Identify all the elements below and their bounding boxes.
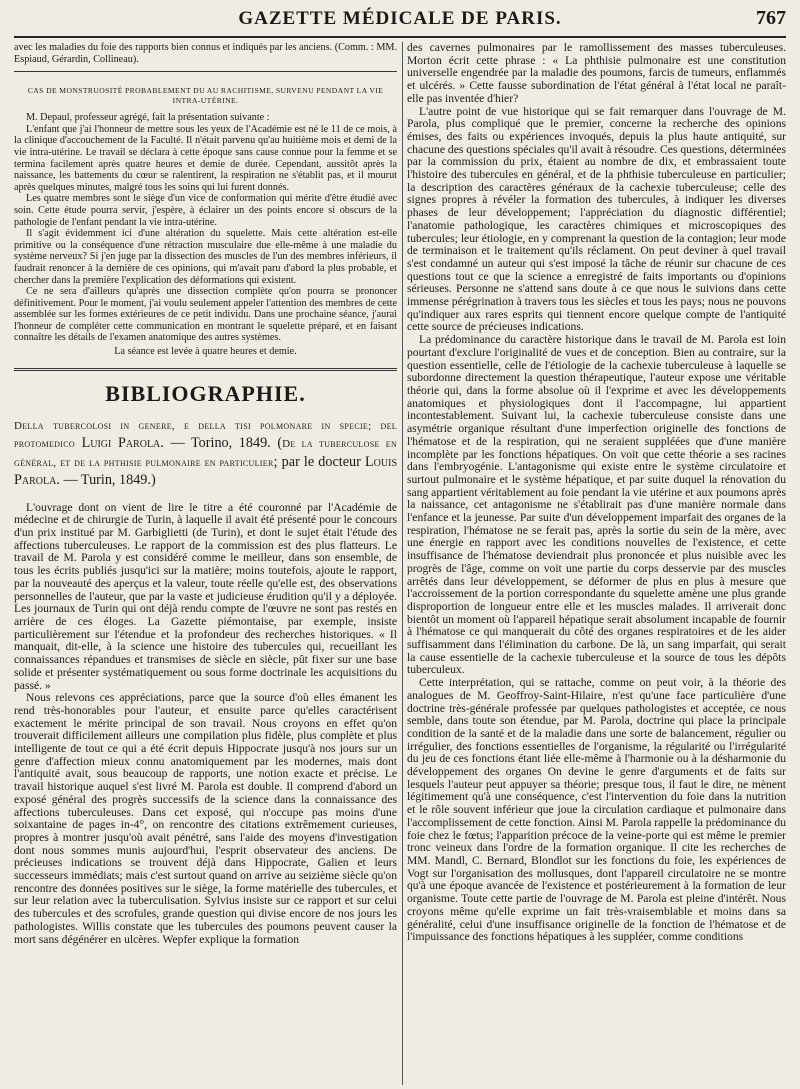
reference-author-italian: Luigi Parola [81, 435, 161, 452]
right-column [407, 42, 786, 1085]
session-closing: La séance est levée à quatre heures et demie. [114, 346, 297, 358]
academy-proceedings [14, 42, 397, 358]
bibliography-heading: BIBLIOGRAPHIE. [105, 380, 306, 406]
review-paragraph: Nous relevons ces appréciations, parce que la source d'où elles émanent les rend très-honorables pour l'auteur, et ensuite parce qu'elles caractérisent exactement le mérite principal de son travail. Nous croyons en effet qu'on trouverait difficilement ailleurs une compilation plus fidèle, plus complète et plus intelligente de tout ce qui a été écrit depuis Hippocrate jusqu'à nos jours sur un genre d'affection mieux connu anatomiquement par les modernes, mais dont l'antiquité avait, sous beaucoup de rapports, une notion exacte et précise. Le travail historique auquel s'est livré M. Parola est double. Il comprend d'abord un exposé général des progrès successifs de la science dans la connaissance des affections tuberculeuses. Dans cet exposé, qui n'occupe pas moins d'une soixantaine de pages in-4°, on rencontre des citations extrêmement curieuses, propres à montrer jusqu'où avait pénétré, sans l'aide des moyens d'investigation dont nous sommes munis aujourd'hui, l'esprit observateur des anciens. De précieuses indications se trouvent déjà dans Hippocrate, Galien et leurs successeurs immédiats; mais c'est surtout quand on arrive au seizième siècle qu'on rencontre des données positives sur le siège, la forme matérielle des tubercules, et sur leur relation avec la tuberculisation. Sylvius insiste sur ce rapport et sur celui des tubercules et des scrofules, grande question qui divise encore de nos jours les pathologistes. Willis constate que les tubercules des poumons peuvent causer la mort sans dégénérer en ulcères. Wepfer explique la formation [14, 691, 397, 946]
intro-text: avec les maladies du foie des rapports bien connus et indiqués par les anciens. (Comm. : MM. Espiaud, Gérardin, Collineau). [14, 42, 397, 65]
section-rule [14, 71, 397, 72]
reference-by: ; par le docteur [273, 453, 361, 470]
paragraph: L'enfant que j'ai l'honneur de mettre sous les yeux de l'Académie est né le 11 de ce mois, à la clinique d'accouchement de la Faculté. Il n'était parvenu qu'au huitième mois et demi de la vie intra-utérine. Le travail se déclara à cette époque sans cause connue pour la femme et se termina facilement après quatre heures et demie de durée. Cependant, aussitôt après la naissance, les battements du cœur se ralentirent, la respiration ne s'établit pas, et il mourut après quelques minutes, malgré tous les soins qui lui furent donnés. [14, 123, 397, 193]
reference-place-date: . — Torino, 1849. ( [160, 435, 283, 452]
reference-place-date-fr: . — Turin, 1849.) [56, 472, 156, 489]
paragraph: Les quatre membres sont le siège d'un vice de conformation qui mérite d'être étudié avec soin. Cette étude pourra servir, j'espère, à éclairer un des points encore si obscurs de la pathologie de l'enfant pendant la vie intra-utérine. [14, 193, 397, 228]
column-divider [402, 42, 403, 1085]
review-paragraph: La prédominance du caractère historique dans le travail de M. Parola est loin pourtant d'exclure l'originalité de vues et de conception. Bien au contraire, sur la question essentielle, celle de l'étiologie de la cachexie tuberculeuse à laquelle se subordonne directement la question thérapeutique, l'auteur expose une véritable théorie qui, dans la forme absolue où il l'exprime et avec les développements anatomiques et physiologiques dont il l'accompagne, lui appartient incontestablement. Suivant lui, la cachexie tuberculeuse consiste dans une asymétrie organique résultant d'une imperfection originelle des fonctions de l'hématose et de la respiration, qui ne seraient suppléées que d'une manière incomplète par les fonctions hépatiques. On voit que cette théorie a ses racines dans l'embryogénie. L'antagonisme qui existe entre le système circulatoire et surtout pulmonaire et le système hépatique, et par suite duquel la rénovation du sang appartient véritablement au foie pendant la vie utérine et aux poumons après la naissance, cet antagonisme ne s'établirait pas d'une manière normale dans l'enfance et la jeunesse. Par suite d'un développement imparfait des organes de la respiration, l'hématose ne se ferait pas, après la sortie du sein de la mère, avec une énergie en rapport avec les conditions nouvelles de l'existence, et cette insuffisance de l'hématose deviendrait plus prononcée et plus nuisible avec les progrès de l'âge, comme on voit une partie du corps desservie par des muscles arrêtés dans leur développement, se déformer de plus en plus à mesure que l'accroissement de la portion correspondante du squelette amène une plus grande disproportion de longueur entre elle et les muscles malades. Il arriverait donc bientôt un moment où l'appareil hépatique serait absolument incapable de fournir à l'hématose ce qui manquerait du côté des organes respiratoires et de les aider suffisamment dans l'élimination du carbone. De là, un sang imparfait, qui serait la cause essentielle de la cachexie tuberculeuse et la source de tous les dépôts tuberculeux. [407, 333, 786, 677]
bibliographic-reference [14, 417, 397, 490]
paragraph: Ce ne sera d'ailleurs qu'après une dissection complète qu'on pourra se prononcer définitivement. Pour le moment, j'ai voulu seulement appeler l'attention des membres de cette assemblée sur les formes extérieures de ce petit individu. Dans une prochaine séance, j'aurai l'honneur de compléter cette communication en montrant le squelette préparé, et en faisant connaître les détails de l'examen anatomique des autres systèmes. [14, 286, 397, 344]
review-paragraph: Cette interprétation, qui se rattache, comme on peut voir, à la théorie des analogues de M. Geoffroy-Saint-Hilaire, n'est qu'une face particulière d'une doctrine très-générale professée par quelques pathologistes et acceptée, ce nous semble, dans toute son étendue, par M. Parola, doctrine qui place la principale condition de la santé et de la maladie dans une sorte de balancement, régulier ou irrégulier, des fonctions essentielles de l'organisme, la régularité ou l'irrégularité du jeu de ces fonctions étant liée elle-même à l'harmonie ou à la désharmonie du développement des organes On devine le genre d'arguments et de faits sur lesquels l'auteur peut appuyer sa théorie; presque tous, il faut le dire, ne mènent légitimement qu'à une conséquence, c'est l'intervention du foie dans la nutrition et le rôle souvent inférieur que joue la circulation cardiaque et pulmonaire dans l'accomplissement de cette fonction. Ainsi M. Parola rappelle la prédominance du foie chez le fœtus; l'apparition précoce de la veine-porte qui est même le premier tronc veineux dans l'ordre de la formation organique. Il cite les recherches de MM. Mandl, C. Bernard, Blondlot sur les fonctions du foie, les expériences de Vogt sur l'organisation des mollusques, dont l'appareil circulatoire ne se montre qu'à une époque avancée de l'existence et postérieurement à la formation de leur organisme. Toute cette partie de l'ouvrage de M. Parola est pleine d'intérêt. Nous croyons même qu'elle exprime un fait très-vraisemblable et moins dans sa généralité, celui d'une insuffisance originelle de la fonction de l'hématose et de l'impuissance des fonctions hépatiques à les suppléer, comme conditions [407, 676, 786, 944]
journal-title: GAZETTE MÉDICALE DE PARIS. [238, 8, 562, 29]
review-paragraph: L'autre point de vue historique qui se fait remarquer dans l'ouvrage de M. Parola, plus compliqué que le premier, concerne la recherche des opinions émises, des faits ou expériences invoqués, depuis la plus haute antiquité, sur chacune des questions spéciales qu'il avait à résoudre. Ces questions, déterminées par la commission du prix, étaient au nombre de dix, et embrassaient toute l'histoire des tubercules en général, et de la phthisie tuberculeuse en particulier; la description des caractères généraux de la cachexie tuberculeuse; celle des signes propres à révéler la formation des tubercules, à indiquer les diverses phases de leur développement; l'appréciation du diagnostic différentiel; l'anatomie pathologique, les caractères chimiques et microscopiques des tubercules; leur étiologie, en y comprenant la question de la contagion; leur mode de terminaison et le traitement qu'ils réclament. On peut deviner à quel travail s'est condamné un auteur qui s'est imposé la tâche de réunir sur chacune de ces questions tout ce que la science a enregistré de faits importants ou d'opinions sérieuses. Personne ne s'attend sans doute à ce que nous le suivions dans cette immense pérégrination à travers tous les siècles et tous les pays; nous ne pouvons qu'indiquer aux rares esprits qui tiennent encore quelque compte de l'antiquité cette source de précieuses indications. [407, 104, 786, 334]
columns [14, 42, 786, 1085]
paragraph: Il s'agit évidemment ici d'une altération du squelette. Mais cette altération est-elle primitive ou la conséquence d'une rétraction musculaire due elle-même à une maladie du système nerveux? Si j'en juge par la dissection des muscles de l'un des membres inférieurs, il faudrait renoncer à la dernière de ces opinions, qui m'avait paru d'abord la plus probable, et chercher dans la première l'explication des déformations qui existent. [14, 228, 397, 286]
masthead [14, 4, 786, 38]
case-title: CAS DE MONSTRUOSITÉ PROBABLEMENT DU AU RACHITISME, SURVENU PENDANT LA VIE INTRA-UTÉRINE. [27, 86, 384, 106]
reference-author-french: Louis Parola [14, 453, 397, 489]
page-number: 767 [756, 7, 786, 29]
paragraph: M. Depaul, professeur agrégé, fait la présentation suivante : [26, 112, 270, 124]
newspaper-page [14, 4, 786, 1085]
review-paragraph: L'ouvrage dont on vient de lire le titre a été couronné par l'Académie de médecine et de chirurgie de Turin, à laquelle il avait été présenté pour le concours d'un prix institué par M. Garbiglietti (de Turin), et dont le sujet était l'étude des affections tuberculeuses. Le rapport de la commission est des plus flatteurs. Le travail de M. Parola y est considéré comme le meilleur, dans son ensemble, de tous les écrits publiés jusqu'ici sur la matière; moins toutefois, ajoute le rapport, par la nouveauté des aperçus et la valeur, toute réelle qu'elle est, des observations personnelles de l'auteur, que par la vaste et judicieuse érudition qu'il y a déployée. Les journaux de Turin qui ont déjà rendu compte de l'œuvre ne sont pas restés en arrière de ces éloges. La Gazette piémontaise, par exemple, insiste particulièrement sur l'étendue et la profondeur des recherches historiques. « Il manquait, dit-elle, à la science une histoire des tubercules qui, recueillant les connaissances répandues et transmises de siècle en siècle, pût fixer sur une base solide et présenter systématiquement ou sous forme doctrinale les acquisitions du passé. » [14, 500, 397, 692]
reference-title-italian: Della tubercolosi in genere, e della tisi polmonare in specie; del protomedico [14, 419, 397, 451]
left-column [14, 42, 397, 1085]
reference-title-french: De la tuberculose en général, et de la phthisie pulmonaire en particulier [14, 438, 397, 469]
review-paragraph: des cavernes pulmonaires par le ramollissement des masses tuberculeuses. Morton écrit cette phrase : « La phthisie pulmonaire est une constitution universelle engendrée par la maladie des poumons, farcis de tumeurs, enflammés et ulcérés. » Cette fausse subordination de l'état général à l'état local ne paraît-elle pas inventée d'hier? [407, 42, 786, 105]
section-double-rule [14, 368, 397, 371]
